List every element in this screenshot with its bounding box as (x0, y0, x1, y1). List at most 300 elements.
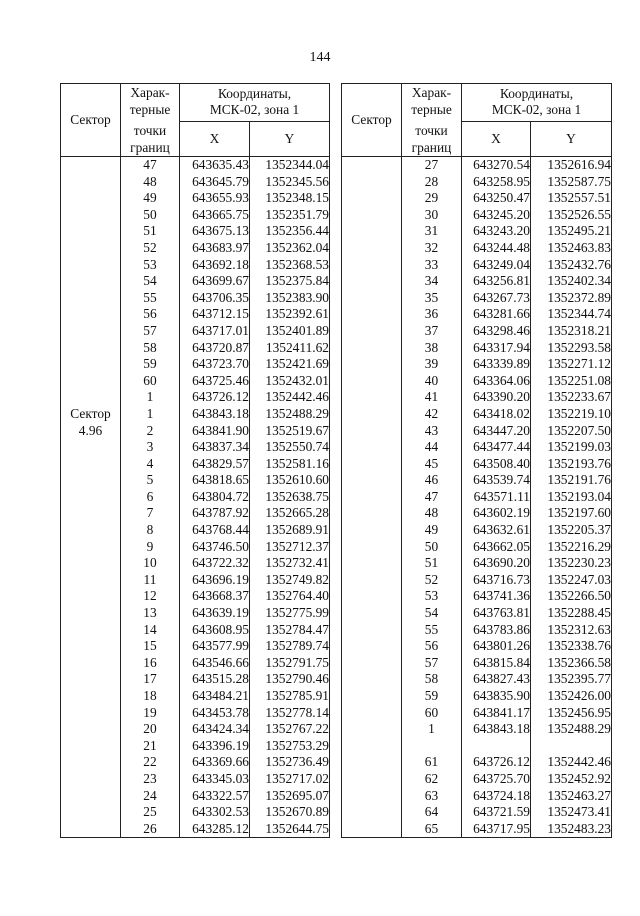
sector-cell (61, 207, 121, 224)
y-coordinate-cell: 1352366.58 (531, 655, 612, 672)
table-row (61, 771, 330, 788)
sector-cell (342, 456, 402, 473)
sector-cell (342, 174, 402, 191)
y-coordinate-cell: 1352442.46 (531, 754, 612, 771)
y-coordinate-cell: 1352463.27 (531, 788, 612, 805)
y-coordinate-cell: 1352670.89 (250, 804, 330, 821)
sector-cell (61, 754, 121, 771)
y-coordinate-cell: 1352288.45 (531, 605, 612, 622)
point-cell: 11 (121, 572, 180, 589)
sector-cell (342, 190, 402, 207)
table-row (61, 721, 330, 738)
x-coordinate-cell: 643692.18 (180, 257, 250, 274)
y-header: Y (531, 121, 612, 157)
sector-cell (61, 605, 121, 622)
x-coordinate-cell: 643843.18 (180, 406, 250, 423)
table-row (342, 539, 612, 556)
x-coordinate-cell: 643843.18 (462, 721, 531, 738)
point-cell: 59 (121, 356, 180, 373)
y-coordinate-cell: 1352348.15 (250, 190, 330, 207)
point-cell: 25 (121, 804, 180, 821)
point-cell: 56 (402, 638, 462, 655)
x-coordinate-cell: 643801.26 (462, 638, 531, 655)
x-coordinate-cell: 643741.36 (462, 588, 531, 605)
y-coordinate-cell: 1352526.55 (531, 207, 612, 224)
x-coordinate-cell: 643721.59 (462, 804, 531, 821)
point-cell: 17 (121, 671, 180, 688)
sector-cell (342, 771, 402, 788)
sector-cell (342, 157, 402, 174)
sector-cell (61, 356, 121, 373)
sector-cell (342, 207, 402, 224)
sector-cell (61, 439, 121, 456)
y-coordinate-cell: 1352375.84 (250, 273, 330, 290)
sector-cell (61, 257, 121, 274)
y-coordinate-cell: 1352193.76 (531, 456, 612, 473)
table-row (61, 207, 330, 224)
sector-cell (61, 622, 121, 639)
y-coordinate-cell: 1352338.76 (531, 638, 612, 655)
table-row (61, 157, 330, 174)
sector-cell (342, 655, 402, 672)
sector-cell (342, 505, 402, 522)
sector-cell (342, 821, 402, 838)
x-coordinate-cell: 643298.46 (462, 323, 531, 340)
sector-cell (61, 456, 121, 473)
point-cell (402, 738, 462, 755)
point-cell: 50 (402, 539, 462, 556)
point-cell: 2 (121, 423, 180, 440)
x-coordinate-cell: 643249.04 (462, 257, 531, 274)
y-coordinate-cell: 1352790.46 (250, 671, 330, 688)
x-header: X (462, 121, 531, 157)
y-coordinate-cell: 1352432.01 (250, 373, 330, 390)
y-coordinate-cell: 1352362.04 (250, 240, 330, 257)
point-cell: 10 (121, 555, 180, 572)
y-coordinate-cell: 1352442.46 (250, 389, 330, 406)
x-coordinate-cell: 643484.21 (180, 688, 250, 705)
table-row (61, 605, 330, 622)
point-cell: 14 (121, 622, 180, 639)
y-coordinate-cell: 1352395.77 (531, 671, 612, 688)
table-row (61, 373, 330, 390)
x-coordinate-cell: 643712.15 (180, 306, 250, 323)
sector-cell: Сектор (61, 406, 121, 423)
y-coordinate-cell: 1352473.41 (531, 804, 612, 821)
table-row (342, 622, 612, 639)
table-row (342, 638, 612, 655)
sector-header: Сектор (61, 84, 121, 157)
y-coordinate-cell: 1352219.10 (531, 406, 612, 423)
table-row (61, 572, 330, 589)
y-coordinate-cell: 1352344.74 (531, 306, 612, 323)
x-coordinate-cell: 643818.65 (180, 472, 250, 489)
sector-cell (342, 340, 402, 357)
table-row (342, 738, 612, 755)
point-cell: 29 (402, 190, 462, 207)
point-cell: 8 (121, 522, 180, 539)
sector-cell (342, 738, 402, 755)
x-coordinate-cell: 643608.95 (180, 622, 250, 639)
points-header-line-1: Харак- (130, 85, 170, 100)
x-coordinate-cell: 643717.95 (462, 821, 531, 838)
point-cell: 46 (402, 472, 462, 489)
x-coordinate-cell: 643723.70 (180, 356, 250, 373)
x-coordinate-cell: 643270.54 (462, 157, 531, 174)
x-coordinate-cell: 643571.11 (462, 489, 531, 506)
point-cell: 60 (402, 705, 462, 722)
table-row (342, 771, 612, 788)
y-coordinate-cell: 1352312.63 (531, 622, 612, 639)
table-row (61, 257, 330, 274)
table-row (342, 671, 612, 688)
page-number: 144 (309, 50, 331, 65)
y-coordinate-cell: 1352483.23 (531, 821, 612, 838)
table-row (342, 788, 612, 805)
table-row (61, 223, 330, 240)
x-coordinate-cell: 643696.19 (180, 572, 250, 589)
point-cell: 32 (402, 240, 462, 257)
y-coordinate-cell: 1352197.60 (531, 505, 612, 522)
point-cell: 62 (402, 771, 462, 788)
x-coordinate-cell: 643706.35 (180, 290, 250, 307)
table-row (342, 456, 612, 473)
sector-cell (342, 290, 402, 307)
sector-cell (342, 389, 402, 406)
x-coordinate-cell: 643602.19 (462, 505, 531, 522)
point-cell: 1 (121, 389, 180, 406)
sector-cell (342, 373, 402, 390)
sector-cell (342, 522, 402, 539)
table-row (342, 721, 612, 738)
coords-header-line-2: МСК-02, зона 1 (209, 102, 300, 118)
points-header-line-3: точки (133, 123, 167, 138)
table-row (61, 622, 330, 639)
sector-cell (61, 273, 121, 290)
point-cell: 19 (121, 705, 180, 722)
point-cell: 1 (402, 721, 462, 738)
sector-cell (61, 655, 121, 672)
point-cell: 26 (121, 821, 180, 838)
point-cell: 52 (121, 240, 180, 257)
x-coordinate-cell: 643635.43 (180, 157, 250, 174)
points-header-line-1: Харак- (411, 85, 452, 100)
sector-cell (61, 489, 121, 506)
y-coordinate-cell: 1352266.50 (531, 588, 612, 605)
sector-cell (342, 223, 402, 240)
table-row (342, 373, 612, 390)
y-coordinate-cell: 1352233.67 (531, 389, 612, 406)
table-row (342, 290, 612, 307)
y-coordinate-cell: 1352205.37 (531, 522, 612, 539)
table-row (61, 671, 330, 688)
point-cell: 54 (402, 605, 462, 622)
point-cell: 23 (121, 771, 180, 788)
sector-cell (342, 323, 402, 340)
header-row (342, 84, 612, 122)
point-cell: 42 (402, 406, 462, 423)
table-row (342, 340, 612, 357)
y-coordinate-cell (531, 738, 612, 755)
sector-cell (342, 788, 402, 805)
sector-cell (342, 356, 402, 373)
x-coordinate-cell: 643662.05 (462, 539, 531, 556)
y-coordinate-cell: 1352519.67 (250, 423, 330, 440)
point-cell: 37 (402, 323, 462, 340)
point-cell: 6 (121, 489, 180, 506)
x-coordinate-cell: 643515.28 (180, 671, 250, 688)
table-row (61, 406, 330, 423)
y-coordinate-cell: 1352402.34 (531, 273, 612, 290)
table-row (342, 688, 612, 705)
x-coordinate-cell: 643763.81 (462, 605, 531, 622)
y-coordinate-cell: 1352452.92 (531, 771, 612, 788)
y-coordinate-cell: 1352383.90 (250, 290, 330, 307)
x-coordinate-cell: 643369.66 (180, 754, 250, 771)
x-coordinate-cell: 643396.19 (180, 738, 250, 755)
sector-cell (342, 754, 402, 771)
x-coordinate-cell: 643726.12 (180, 389, 250, 406)
y-coordinate-cell: 1352644.75 (250, 821, 330, 838)
y-coordinate-cell: 1352689.91 (250, 522, 330, 539)
x-coordinate-cell: 643285.12 (180, 821, 250, 838)
sector-cell (342, 572, 402, 589)
sector-cell (61, 174, 121, 191)
sector-cell (342, 605, 402, 622)
sector-cell (342, 273, 402, 290)
point-cell: 55 (402, 622, 462, 639)
y-coordinate-cell: 1352717.02 (250, 771, 330, 788)
table-row (342, 406, 612, 423)
y-coordinate-cell: 1352207.50 (531, 423, 612, 440)
sector-cell (342, 240, 402, 257)
table-row (61, 389, 330, 406)
x-coordinate-cell: 643725.70 (462, 771, 531, 788)
x-coordinate-cell: 643783.86 (462, 622, 531, 639)
y-coordinate-cell: 1352732.41 (250, 555, 330, 572)
point-cell: 58 (121, 340, 180, 357)
x-coordinate-cell: 643726.12 (462, 754, 531, 771)
point-cell: 51 (402, 555, 462, 572)
point-cell: 21 (121, 738, 180, 755)
y-coordinate-cell: 1352251.08 (531, 373, 612, 390)
coords-header-line-1: Координаты, (499, 86, 574, 102)
table-row (61, 738, 330, 755)
x-coordinate-cell: 643746.50 (180, 539, 250, 556)
y-coordinate-cell: 1352638.75 (250, 489, 330, 506)
point-cell: 49 (121, 190, 180, 207)
x-coordinate-cell: 643539.74 (462, 472, 531, 489)
x-coordinate-cell: 643722.32 (180, 555, 250, 572)
point-cell: 47 (121, 157, 180, 174)
y-coordinate-cell: 1352789.74 (250, 638, 330, 655)
point-cell: 44 (402, 439, 462, 456)
table-row (61, 555, 330, 572)
table-row (61, 688, 330, 705)
table-row (61, 588, 330, 605)
y-coordinate-cell: 1352421.69 (250, 356, 330, 373)
points-header-line-2: терные (129, 102, 171, 117)
sector-cell (61, 373, 121, 390)
sector-cell (61, 638, 121, 655)
y-coordinate-cell: 1352610.60 (250, 472, 330, 489)
table-row (342, 472, 612, 489)
points-header-line-4: границ (411, 140, 452, 155)
table-row (342, 555, 612, 572)
point-cell: 27 (402, 157, 462, 174)
y-coordinate-cell: 1352216.29 (531, 539, 612, 556)
y-coordinate-cell: 1352345.56 (250, 174, 330, 191)
point-cell: 1 (121, 406, 180, 423)
y-coordinate-cell: 1352665.28 (250, 505, 330, 522)
table-row (342, 389, 612, 406)
table-row (61, 240, 330, 257)
point-cell: 61 (402, 754, 462, 771)
table-row (61, 356, 330, 373)
sector-cell (342, 705, 402, 722)
x-coordinate-cell: 643632.61 (462, 522, 531, 539)
y-coordinate-cell: 1352411.62 (250, 340, 330, 357)
sector-cell (342, 489, 402, 506)
point-cell: 4 (121, 456, 180, 473)
point-cell: 39 (402, 356, 462, 373)
coordinates-table-left (60, 83, 330, 838)
y-coordinate-cell: 1352785.91 (250, 688, 330, 705)
x-coordinate-cell: 643724.18 (462, 788, 531, 805)
point-cell: 22 (121, 754, 180, 771)
sector-cell (61, 240, 121, 257)
point-cell: 33 (402, 257, 462, 274)
x-coordinate-cell: 643546.66 (180, 655, 250, 672)
sector-cell (61, 705, 121, 722)
table-row (61, 489, 330, 506)
x-coordinate-cell: 643577.99 (180, 638, 250, 655)
sector-cell (61, 505, 121, 522)
table-row (61, 290, 330, 307)
sector-cell (342, 588, 402, 605)
table-row (342, 804, 612, 821)
coords-header-line-1: Координаты, (217, 86, 292, 102)
y-coordinate-cell: 1352293.58 (531, 340, 612, 357)
table-row (61, 423, 330, 440)
y-coordinate-cell: 1352581.16 (250, 456, 330, 473)
x-coordinate-cell: 643829.57 (180, 456, 250, 473)
table-row (342, 505, 612, 522)
sector-cell (61, 539, 121, 556)
y-coordinate-cell: 1352230.23 (531, 555, 612, 572)
x-header: X (180, 121, 250, 157)
point-cell: 55 (121, 290, 180, 307)
point-cell: 51 (121, 223, 180, 240)
point-cell: 30 (402, 207, 462, 224)
y-coordinate-cell: 1352784.47 (250, 622, 330, 639)
y-coordinate-cell: 1352495.21 (531, 223, 612, 240)
y-coordinate-cell: 1352695.07 (250, 788, 330, 805)
point-cell: 31 (402, 223, 462, 240)
sector-cell (61, 588, 121, 605)
sector-cell (61, 190, 121, 207)
point-cell: 63 (402, 788, 462, 805)
point-cell: 18 (121, 688, 180, 705)
sector-cell (61, 671, 121, 688)
y-coordinate-cell: 1352557.51 (531, 190, 612, 207)
sector-cell (61, 472, 121, 489)
point-cell: 47 (402, 489, 462, 506)
point-cell: 57 (121, 323, 180, 340)
sector-cell (61, 804, 121, 821)
point-cell: 3 (121, 439, 180, 456)
table-row (61, 522, 330, 539)
coordinates-table-right (341, 83, 612, 838)
points-header-line-4: границ (130, 140, 170, 155)
y-coordinate-cell: 1352550.74 (250, 439, 330, 456)
x-coordinate-cell: 643645.79 (180, 174, 250, 191)
coords-header (462, 84, 612, 122)
x-coordinate-cell: 643245.20 (462, 207, 531, 224)
y-coordinate-cell: 1352775.99 (250, 605, 330, 622)
x-coordinate-cell: 643364.06 (462, 373, 531, 390)
table-row (61, 273, 330, 290)
x-coordinate-cell: 643508.40 (462, 456, 531, 473)
sector-cell (61, 771, 121, 788)
table-row (61, 340, 330, 357)
x-coordinate-cell: 643827.43 (462, 671, 531, 688)
point-cell: 28 (402, 174, 462, 191)
x-coordinate-cell: 643639.19 (180, 605, 250, 622)
table-row (342, 588, 612, 605)
table-row (61, 439, 330, 456)
x-coordinate-cell: 643322.57 (180, 788, 250, 805)
sector-cell (342, 257, 402, 274)
point-cell: 9 (121, 539, 180, 556)
table-row (342, 356, 612, 373)
point-cell: 65 (402, 821, 462, 838)
table-row (61, 539, 330, 556)
y-coordinate-cell: 1352247.03 (531, 572, 612, 589)
point-cell: 36 (402, 306, 462, 323)
y-coordinate-cell: 1352764.40 (250, 588, 330, 605)
x-coordinate-cell: 643655.93 (180, 190, 250, 207)
x-coordinate-cell: 643841.17 (462, 705, 531, 722)
point-cell: 13 (121, 605, 180, 622)
point-cell: 41 (402, 389, 462, 406)
y-coordinate-cell: 1352753.29 (250, 738, 330, 755)
x-coordinate-cell: 643683.97 (180, 240, 250, 257)
table-row (61, 505, 330, 522)
point-cell: 24 (121, 788, 180, 805)
y-coordinate-cell: 1352191.76 (531, 472, 612, 489)
table-row (342, 190, 612, 207)
table-row (342, 439, 612, 456)
x-coordinate-cell: 643837.34 (180, 439, 250, 456)
x-coordinate-cell: 643675.13 (180, 223, 250, 240)
y-header: Y (250, 121, 330, 157)
point-cell: 58 (402, 671, 462, 688)
table-row (61, 788, 330, 805)
x-coordinate-cell: 643244.48 (462, 240, 531, 257)
sector-cell (342, 306, 402, 323)
x-coordinate-cell: 643665.75 (180, 207, 250, 224)
coords-header-line-2: МСК-02, зона 1 (491, 102, 582, 118)
point-cell: 53 (121, 257, 180, 274)
table-row (61, 754, 330, 771)
table-row (61, 705, 330, 722)
y-coordinate-cell: 1352318.21 (531, 323, 612, 340)
point-cell: 48 (121, 174, 180, 191)
table-row (61, 323, 330, 340)
x-coordinate-cell: 643302.53 (180, 804, 250, 821)
table-row (342, 223, 612, 240)
